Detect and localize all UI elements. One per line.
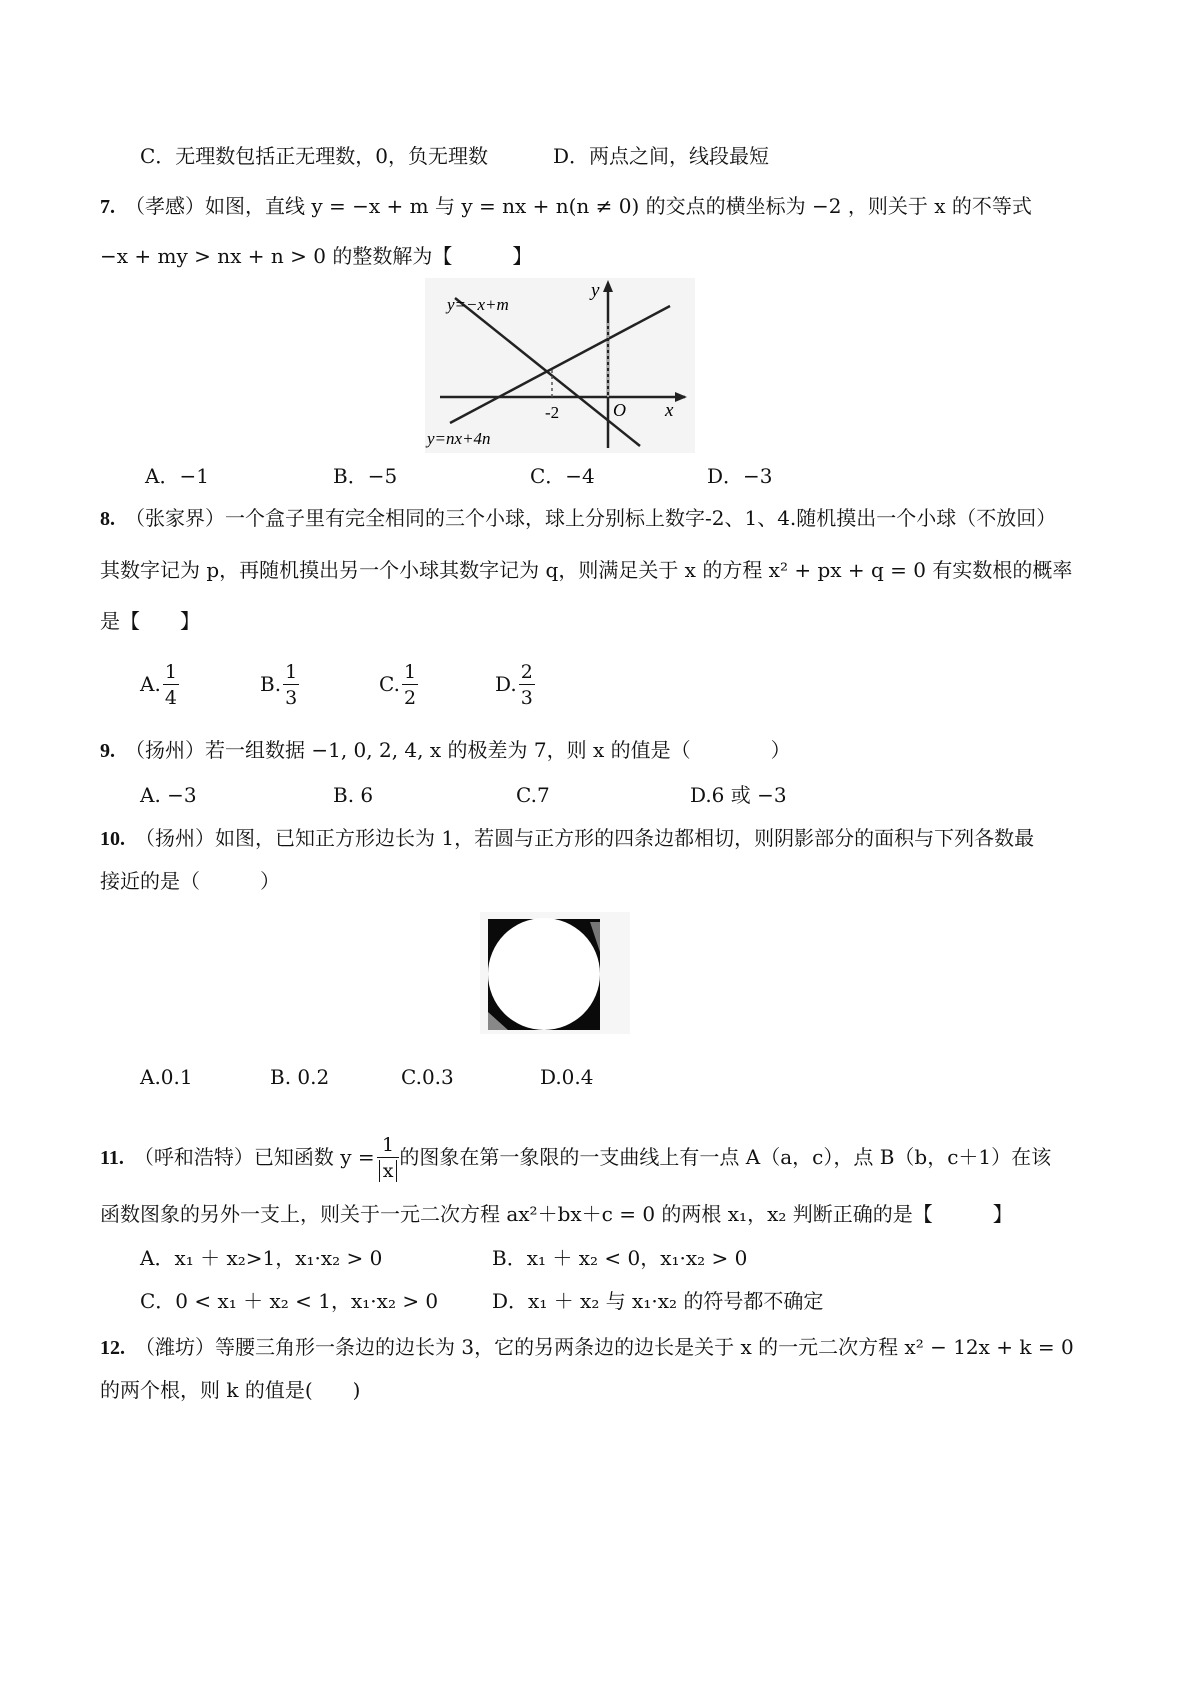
q10-option-b: B. 0.2	[270, 1065, 330, 1089]
q9-option-d: D.6 或 −3	[690, 783, 787, 807]
q11-option-c: C．0 < x₁ ＋ x₂ < 1，x₁·x₂ > 0	[140, 1289, 439, 1313]
q8-text-1: （张家界）一个盒子里有完全相同的三个小球，球上分别标上数字-2、1、4.随机摸出一个小球（不放回）	[125, 506, 1057, 530]
fraction-denominator	[377, 1157, 400, 1184]
q12-text-1: （潍坊）等腰三角形一条边的边长为 3，它的另两条边的边长是关于 x 的一元二次方程 x² − 12x + k = 0	[135, 1335, 1074, 1359]
q9-option-b: B. 6	[333, 783, 374, 807]
fraction-denominator: 3	[283, 684, 299, 711]
q8-option-d-label: D.	[495, 672, 517, 696]
q8-option-a-label: A.	[140, 672, 161, 696]
fraction-denominator: 4	[163, 684, 179, 711]
fraction-denominator: 2	[402, 684, 418, 711]
fraction-numerator: 1	[285, 661, 298, 683]
fraction-numerator: 2	[520, 661, 533, 683]
q10-stem-line1	[100, 824, 1034, 853]
abs-x: x	[379, 1160, 398, 1182]
q8-option-c	[379, 660, 418, 711]
q7-option-b: B．−5	[333, 464, 398, 488]
q8-option-d-fraction	[519, 660, 535, 711]
label-x: x	[665, 400, 674, 421]
q12-stem-line2: 的两个根，则 k 的值是( )	[100, 1378, 361, 1402]
q10-stem-line2: 接近的是（ ）	[100, 869, 280, 893]
q9-number: 9.	[100, 740, 115, 762]
fraction-denominator: 3	[519, 684, 535, 711]
q7-option-a: A．−1	[145, 464, 209, 488]
inscribed-circle	[488, 918, 600, 1030]
q11-text-1b: 的图象在第一象限的一支曲线上有一点 A（a，c），点 B（b，c＋1）在该	[399, 1145, 1052, 1169]
q11-fraction	[377, 1133, 400, 1184]
q8-option-c-label: C.	[379, 672, 400, 696]
q8-option-b-label: B.	[260, 672, 282, 696]
q8-stem-line3: 是【 】	[100, 609, 200, 633]
q10-number: 10.	[100, 828, 125, 850]
q11-option-b: B．x₁ ＋ x₂ < 0，x₁·x₂ > 0	[492, 1246, 748, 1270]
q8-option-a	[140, 660, 179, 711]
q6-option-d: D．两点之间，线段最短	[553, 144, 770, 168]
q8-option-a-fraction	[163, 660, 179, 711]
q8-number: 8.	[100, 508, 115, 530]
q10-option-c: C.0.3	[401, 1065, 454, 1089]
q9-stem-line1	[100, 736, 791, 765]
q11-option-d: D．x₁ ＋ x₂ 与 x₁·x₂ 的符号都不确定	[492, 1289, 824, 1313]
fraction-numerator: 1	[164, 661, 177, 683]
q7-text-1: （孝感）如图，直线 y = −x + m 与 y = nx + n(n ≠ 0) 的交点的横坐标为 −2 ，则关于 x 的不等式	[125, 194, 1032, 218]
q11-number: 11.	[100, 1147, 124, 1169]
q9-text-1: （扬州）若一组数据 −1, 0, 2, 4, x 的极差为 7，则 x 的值是（ ）	[125, 738, 791, 762]
q8-option-d	[495, 660, 535, 711]
q9-option-c: C.7	[516, 783, 550, 807]
q11-stem-line1	[100, 1132, 1051, 1184]
label-y: y	[591, 280, 600, 301]
q10-square-circle-figure	[480, 912, 630, 1034]
label-tick-minus2: -2	[545, 403, 560, 422]
q8-stem-line1	[100, 504, 1056, 533]
q9-option-a: A. −3	[140, 783, 197, 807]
q6-option-c: C．无理数包括正无理数，0，负无理数	[140, 144, 489, 168]
q12-stem-line1	[100, 1333, 1074, 1362]
label-line-n: y=nx+4n	[427, 429, 491, 448]
q7-stem-line1	[100, 192, 1032, 221]
q7-graph	[425, 278, 695, 453]
q7-number: 7.	[100, 196, 115, 218]
label-line-m: y=−x+m	[447, 295, 509, 314]
label-origin: O	[613, 400, 626, 420]
q7-stem-line2: −x + my > nx + n > 0 的整数解为【 】	[100, 244, 533, 268]
q8-stem-line2: 其数字记为 p，再随机摸出另一个小球其数字记为 q，则满足关于 x 的方程 x² + px + q = 0 有实数根的概率	[100, 558, 1073, 582]
q11-text-1a: （呼和浩特）已知函数 y =	[133, 1145, 375, 1169]
q10-option-a: A.0.1	[140, 1065, 193, 1089]
q8-option-b	[260, 660, 299, 711]
q7-option-c: C．−4	[530, 464, 595, 488]
q10-text-1: （扬州）如图，已知正方形边长为 1，若圆与正方形的四条边都相切，则阴影部分的面积与下列各数最	[135, 826, 1035, 850]
q11-stem-line2: 函数图象的另外一支上，则关于一元二次方程 ax²＋bx＋c = 0 的两根 x₁，x₂ 判断正确的是【 】	[100, 1202, 1013, 1226]
q7-option-d: D．−3	[707, 464, 773, 488]
q8-option-c-fraction	[402, 660, 418, 711]
q11-option-a: A．x₁ ＋ x₂>1，x₁·x₂ > 0	[140, 1246, 383, 1270]
q10-option-d: D.0.4	[540, 1065, 594, 1089]
q8-option-b-fraction	[283, 660, 299, 711]
q12-number: 12.	[100, 1337, 125, 1359]
fraction-numerator: 1	[382, 1134, 395, 1156]
fraction-numerator: 1	[403, 661, 417, 683]
